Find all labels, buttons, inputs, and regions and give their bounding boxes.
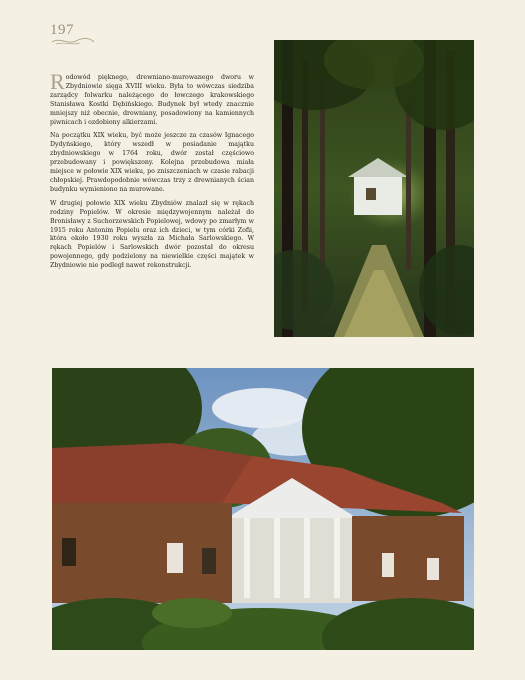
paragraph-1: Rodowód pięknego, drewniano-murowanego dworu w Zbydniowie sięga XVIII wieku. Była to wówczas siedziba zarządcy folwarku należącego do łowczego krakowskiego Stanisława Kostki Dębińskiego. Budynek był wtedy znacznie mniejszy niż obecnie, drewniany, posadowiony na kamiennych piwnicach i ozdobiony alkierzami. — [50, 69, 254, 126]
manor-house-photo — [52, 368, 474, 650]
article-text — [50, 69, 254, 276]
tree-lined-alley-photo — [274, 40, 474, 337]
paragraph-2: Na początku XIX wieku, być może jeszcze za czasów Ignacego Dydyńskiego, który wszedł w posiadanie majątku zbydniowskiego w 1764 roku, dwór został częściowo przebudowany i powiększony. Kolejna przebudowa miała miejsce w połowie XIX wieku, po zniszczeniach w czasie rabacji chłopskiej. Prawdopodobnie wówczas trzy z drewnianych ścian budynku wymieniono na murowane. — [50, 132, 254, 193]
drop-cap: R — [50, 69, 65, 94]
decorative-flourish — [50, 36, 96, 46]
paragraph-3: W drugiej połowie XIX wieku Zbydniów znalazł się w rękach rodziny Popielów. W okresie międzywojennym należał do Bronisławy z Suchorzewskich Popielowej, wdowy po zmarłym w 1915 roku Antonim Popielu oraz ich dzieci, w tym córki Zofii, która około 1930 roku wyszła za Michała Sarlowskiego. W rękach Popielów i Sarlowskich dwór pozostał do okresu powojennego, gdy podzielony na niewielkie części majątek w Zbydniowie nie podległ nawet rekonstrukcji. — [50, 199, 254, 270]
page-number: 197 — [50, 22, 74, 38]
